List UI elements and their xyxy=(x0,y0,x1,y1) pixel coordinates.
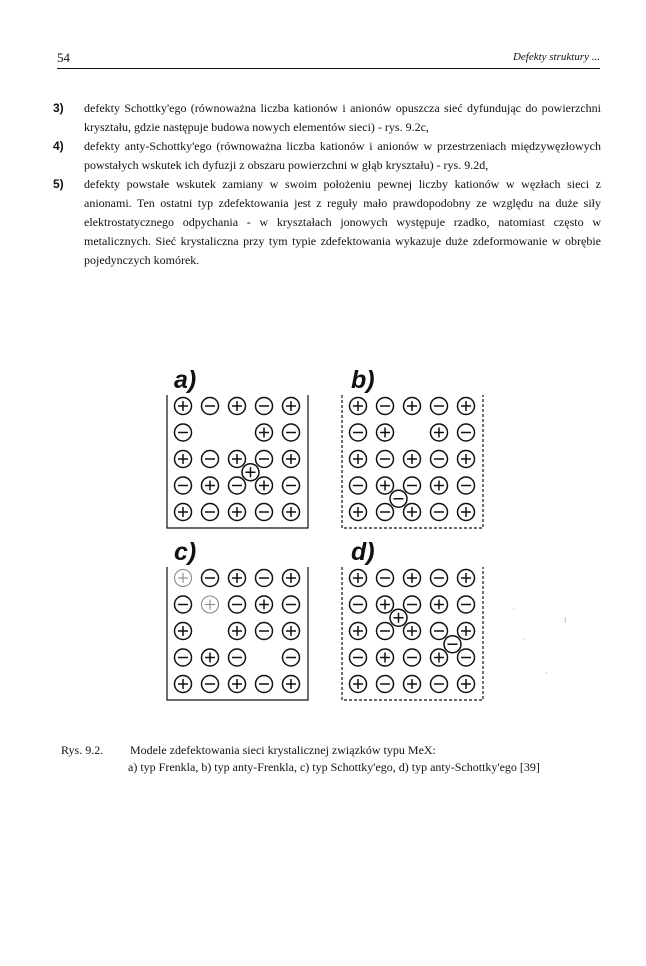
cation-symbol xyxy=(458,623,475,640)
caption-body: a) typ Frenkla, b) typ anty-Frenkla, c) typ Schottky'ego, d) typ anty-Schottky'ego [39] xyxy=(128,760,540,774)
anion-symbol xyxy=(175,477,192,494)
list-item xyxy=(53,175,601,270)
anion-symbol xyxy=(350,477,367,494)
item-text: defekty anty-Schottky'ego (równoważna liczba kationów i anionów w przestrzeniach międzywęzłowych powstałych wskutek ich dyfuzji z obszaru powierzchni w głąb kryształu) - rys. 9.2d, xyxy=(84,139,601,172)
caption-label: Rys. 9.2. xyxy=(61,743,104,757)
interstitial-cation-symbol xyxy=(390,609,407,626)
figure-caption xyxy=(61,742,601,776)
anion-symbol xyxy=(229,649,246,666)
cation-symbol xyxy=(404,504,421,521)
anion-symbol xyxy=(202,398,219,415)
anion-symbol xyxy=(256,570,273,587)
anion-symbol xyxy=(175,424,192,441)
faint-cation-symbol xyxy=(175,570,192,587)
cation-symbol xyxy=(229,504,246,521)
page-header xyxy=(57,50,600,69)
cation-symbol xyxy=(175,676,192,693)
item-number: 5) xyxy=(53,177,64,191)
cation-symbol xyxy=(377,596,394,613)
anion-symbol xyxy=(431,623,448,640)
panel-label-c: c) xyxy=(174,538,197,566)
item-number: 4) xyxy=(53,139,64,153)
cation-symbol xyxy=(350,570,367,587)
cation-symbol xyxy=(377,424,394,441)
cation-symbol xyxy=(458,570,475,587)
cation-symbol xyxy=(350,398,367,415)
cation-symbol xyxy=(431,649,448,666)
anion-symbol xyxy=(377,676,394,693)
cation-symbol xyxy=(350,623,367,640)
cation-symbol xyxy=(404,623,421,640)
caption-title: Modele zdefektowania sieci krystalicznej związków typu MeX: xyxy=(130,743,436,757)
anion-symbol xyxy=(458,596,475,613)
anion-symbol xyxy=(283,424,300,441)
cation-symbol xyxy=(175,451,192,468)
panel-label-a: a) xyxy=(174,366,197,394)
cation-symbol xyxy=(283,398,300,415)
anion-symbol xyxy=(229,596,246,613)
cation-symbol xyxy=(229,676,246,693)
cation-symbol xyxy=(431,596,448,613)
cation-symbol xyxy=(229,570,246,587)
cation-symbol xyxy=(202,649,219,666)
cation-symbol xyxy=(229,451,246,468)
anion-symbol xyxy=(256,451,273,468)
lattice-panel-d xyxy=(340,564,488,704)
anion-symbol xyxy=(431,504,448,521)
item-text: defekty powstałe wskutek zamiany w swoim położeniu pewnej liczby kationów w węzłach sieci z anionami. Ten ostatni typ zdefektowania jest z reguły mało prawdopodobny ze względu na duże siły elektrostatycznego odpychania - w kryształach jonowych występuje rzadko, natomiast często w metalicznych. Sieć krystaliczna przy tym typie zdefektowania wykazuje duże zdeformowanie w obrębie pojedynczych komórek. xyxy=(84,177,601,267)
cation-symbol xyxy=(377,477,394,494)
cation-symbol xyxy=(458,504,475,521)
anion-symbol xyxy=(350,649,367,666)
cation-symbol xyxy=(350,676,367,693)
cation-symbol xyxy=(256,596,273,613)
list-item xyxy=(53,137,601,175)
anion-symbol xyxy=(202,570,219,587)
cation-symbol xyxy=(458,451,475,468)
anion-symbol xyxy=(350,596,367,613)
anion-symbol xyxy=(404,649,421,666)
anion-symbol xyxy=(431,398,448,415)
faint-cation-symbol xyxy=(202,596,219,613)
running-head: Defekty struktury ... xyxy=(512,51,600,63)
anion-symbol xyxy=(175,649,192,666)
cation-symbol xyxy=(458,398,475,415)
cation-symbol xyxy=(175,398,192,415)
cation-symbol xyxy=(283,451,300,468)
anion-symbol xyxy=(256,398,273,415)
anion-symbol xyxy=(431,570,448,587)
item-number: 3) xyxy=(53,101,64,115)
anion-symbol xyxy=(256,504,273,521)
anion-symbol xyxy=(404,477,421,494)
cation-symbol xyxy=(175,623,192,640)
anion-symbol xyxy=(404,596,421,613)
cation-symbol xyxy=(256,477,273,494)
anion-symbol xyxy=(175,596,192,613)
page-number: 54 xyxy=(57,50,70,65)
lattice-panel-b xyxy=(340,392,488,532)
interstitial-anion-symbol xyxy=(390,490,407,507)
anion-symbol xyxy=(458,649,475,666)
cation-symbol xyxy=(256,424,273,441)
panel-label-b: b) xyxy=(351,366,375,394)
cation-symbol xyxy=(404,451,421,468)
cation-symbol xyxy=(431,477,448,494)
scan-speck: · xyxy=(522,634,525,644)
cation-symbol xyxy=(404,676,421,693)
cation-symbol xyxy=(175,504,192,521)
anion-symbol xyxy=(377,451,394,468)
cation-symbol xyxy=(350,451,367,468)
interstitial-anion-symbol xyxy=(444,636,461,653)
list-item xyxy=(53,99,601,137)
anion-symbol xyxy=(256,623,273,640)
cation-symbol xyxy=(377,649,394,666)
lattice-panel-a xyxy=(165,392,313,532)
scan-speck: · xyxy=(512,604,515,614)
cation-symbol xyxy=(404,398,421,415)
anion-symbol xyxy=(458,424,475,441)
cation-symbol xyxy=(229,398,246,415)
cation-symbol xyxy=(458,676,475,693)
anion-symbol xyxy=(202,504,219,521)
cation-symbol xyxy=(202,477,219,494)
anion-symbol xyxy=(256,676,273,693)
cation-symbol xyxy=(229,623,246,640)
anion-symbol xyxy=(283,649,300,666)
anion-symbol xyxy=(229,477,246,494)
lattice-panel-c xyxy=(165,564,313,704)
anion-symbol xyxy=(458,477,475,494)
anion-symbol xyxy=(283,596,300,613)
anion-symbol xyxy=(377,398,394,415)
cation-symbol xyxy=(431,424,448,441)
anion-symbol xyxy=(202,451,219,468)
cation-symbol xyxy=(283,623,300,640)
cation-symbol xyxy=(283,570,300,587)
scan-speck: · xyxy=(545,668,548,678)
cation-symbol xyxy=(283,676,300,693)
anion-symbol xyxy=(431,676,448,693)
anion-symbol xyxy=(377,623,394,640)
item-text: defekty Schottky'ego (równoważna liczba kationów i anionów opuszcza sieć dyfundując do powierzchni kryształu, gdzie następuje budowa nowych elementów sieci) - rys. 9.2c, xyxy=(84,101,601,134)
scan-speck: ı xyxy=(564,614,567,624)
interstitial-cation-symbol xyxy=(242,464,259,481)
anion-symbol xyxy=(377,504,394,521)
cation-symbol xyxy=(350,504,367,521)
cation-symbol xyxy=(283,504,300,521)
anion-symbol xyxy=(431,451,448,468)
panel-label-d: d) xyxy=(351,538,375,566)
defect-list xyxy=(53,99,601,270)
cation-symbol xyxy=(404,570,421,587)
anion-symbol xyxy=(350,424,367,441)
anion-symbol xyxy=(283,477,300,494)
anion-symbol xyxy=(202,676,219,693)
anion-symbol xyxy=(377,570,394,587)
